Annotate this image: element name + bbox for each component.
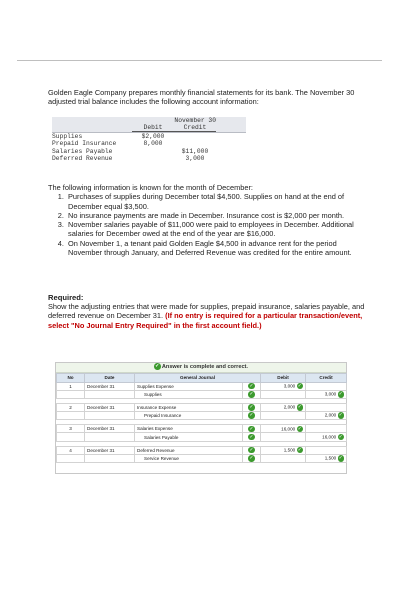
debit-amount[interactable] [261, 433, 306, 441]
journal-credit-row [57, 390, 347, 398]
trial-balance-row: Deferred Revenue 3,000 [52, 154, 205, 162]
check-circle-icon: ✓ [297, 404, 302, 411]
journal-credit-row [57, 454, 347, 462]
required-text: Show the adjusting entries that were made for supplies, prepaid insurance, salaries payable, and deferred revenue on December 31. [48, 302, 365, 321]
answer-panel [55, 362, 347, 474]
check-circle-icon: ✓ [338, 391, 343, 398]
trial-balance-row: Salaries Payable $11,000 [52, 147, 209, 155]
journal-debit-row: 4 December 31 Deferred Revenue ✓ 1,500 ✓ [57, 446, 347, 454]
account-select[interactable]: Insurance Expense [135, 403, 243, 411]
col-credit: Credit [306, 374, 347, 383]
check-circle-icon: ✓ [297, 382, 302, 389]
credit-amount[interactable]: 2,000 ✓ [306, 412, 347, 420]
check-circle-icon: ✓ [155, 363, 160, 370]
journal-credit-row [57, 433, 347, 441]
check-circle-icon: ✓ [297, 425, 302, 432]
check-circle-icon: ✓ [249, 446, 254, 453]
col-general-journal: General Journal [135, 374, 261, 383]
debit-amount[interactable]: 16,000 ✓ [261, 425, 306, 433]
info-intro: The following information is known for the month of December: [48, 183, 253, 192]
top-divider [17, 60, 382, 61]
debit-amount[interactable] [261, 412, 306, 420]
check-circle-icon: ✓ [249, 425, 254, 432]
credit-header: Credit [174, 124, 216, 131]
debit-amount[interactable] [261, 390, 306, 398]
answer-banner: ✓ Answer is complete and correct. [56, 363, 346, 373]
check-circle-icon: ✓ [338, 433, 343, 440]
check-circle-icon: ✓ [297, 446, 302, 453]
info-item-1: 1. Purchases of supplies during December total $4,500. Supplies on hand at the end of December equal $3,500. [66, 192, 366, 211]
check-circle-icon: ✓ [338, 455, 343, 462]
journal-debit-row: 3 December 31 Salaries Expense ✓ 16,000 ✓ [57, 425, 347, 433]
account-select[interactable]: Supplies [135, 390, 243, 398]
credit-amount[interactable] [306, 403, 347, 411]
account-select[interactable]: Supplies Expense [135, 382, 243, 390]
trial-balance-row: Supplies $2,000 [52, 132, 246, 140]
check-circle-icon: ✓ [249, 412, 254, 419]
check-circle-icon: ✓ [249, 382, 254, 389]
info-item-3: 3. November salaries payable of $11,000 were paid to employees in December. Additional salaries for December owed at the end of the year are $16,000. [66, 220, 366, 239]
required-red-note: (If no entry is required for a particular transaction/event, select "No Journal Entry Required" in the first account field.) [48, 311, 363, 330]
trial-balance-row: Prepaid Insurance 8,000 [52, 140, 163, 148]
problem-intro: Golden Eagle Company prepares monthly financial statements for its bank. The November 30 adjusted trial balance includes the following account information: [48, 88, 355, 107]
col-debit: Debit [261, 374, 306, 383]
trial-balance-table [52, 117, 246, 162]
account-select[interactable]: Service Revenue [135, 454, 243, 462]
december-information [48, 183, 366, 257]
trial-balance-month: November 30 [52, 117, 246, 124]
debit-header: Debit [132, 124, 174, 131]
credit-amount[interactable]: 16,000 ✓ [306, 433, 347, 441]
credit-amount[interactable] [306, 425, 347, 433]
check-circle-icon: ✓ [249, 391, 254, 398]
journal-debit-row: 1 December 31 Supplies Expense ✓ 3,000 ✓ [57, 382, 347, 390]
journal-debit-row: 2 December 31 Insurance Expense ✓ 2,000 ✓ [57, 403, 347, 411]
journal-header-row [57, 374, 347, 383]
info-list [48, 192, 366, 257]
check-circle-icon: ✓ [249, 404, 254, 411]
journal-entry-table [56, 373, 347, 463]
check-circle-icon: ✓ [338, 412, 343, 419]
info-item-4: 4. On November 1, a tenant paid Golden Eagle $4,500 in advance rent for the period November through January, and Deferred Revenue was credited for the entire amount. [66, 239, 366, 258]
credit-amount[interactable]: 1,500 ✓ [306, 454, 347, 462]
debit-amount[interactable]: 2,000 ✓ [261, 403, 306, 411]
required-instructions [48, 302, 366, 330]
account-select[interactable]: Salaries Expense [135, 425, 243, 433]
trial-balance-header [52, 124, 246, 131]
debit-amount[interactable]: 1,500 ✓ [261, 446, 306, 454]
credit-amount[interactable]: 3,000 ✓ [306, 390, 347, 398]
debit-amount[interactable]: 3,000 ✓ [261, 382, 306, 390]
required-heading: Required: [48, 293, 84, 302]
col-no: No [57, 374, 85, 383]
check-circle-icon: ✓ [249, 433, 254, 440]
account-select[interactable]: Salaries Payable [135, 433, 243, 441]
info-item-2: 2. No insurance payments are made in December. Insurance cost is $2,000 per month. [66, 211, 366, 220]
credit-amount[interactable] [306, 382, 347, 390]
check-circle-icon: ✓ [249, 455, 254, 462]
col-date: Date [85, 374, 135, 383]
debit-amount[interactable] [261, 454, 306, 462]
credit-amount[interactable] [306, 446, 347, 454]
account-select[interactable]: Deferred Revenue [135, 446, 243, 454]
account-select[interactable]: Prepaid Insurance [135, 412, 243, 420]
journal-credit-row [57, 412, 347, 420]
